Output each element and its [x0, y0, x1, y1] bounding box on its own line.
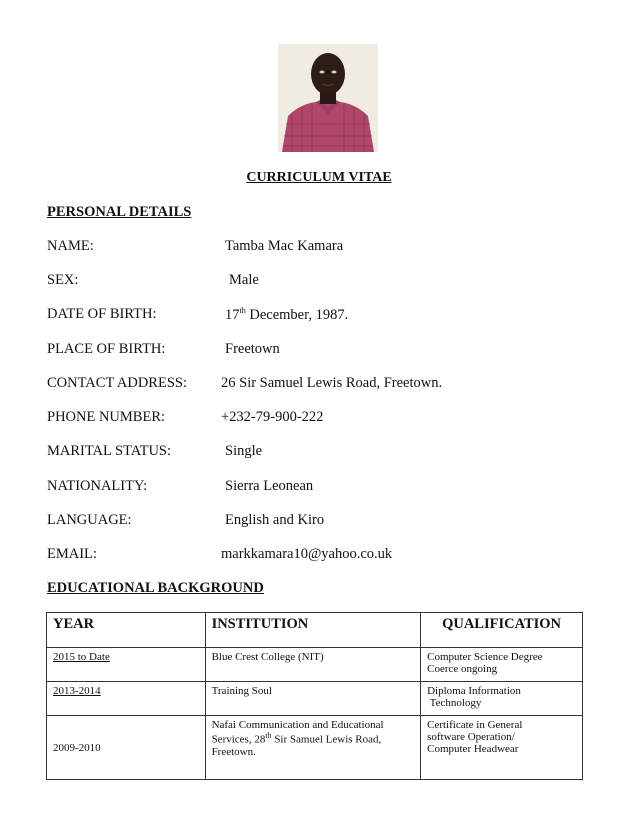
profile-photo — [278, 44, 378, 152]
field-value: +232-79-900-222 — [221, 409, 324, 425]
field-value: markkamara10@yahoo.co.uk — [221, 546, 393, 562]
year-text: 2015 to Date — [53, 651, 110, 663]
person-portrait-icon — [278, 44, 378, 152]
field-value: Tamba Mac Kamara — [225, 238, 344, 254]
qual-line: Computer Headwear — [427, 743, 519, 755]
inst-line: Freetown. — [211, 745, 256, 758]
cell-year — [47, 648, 206, 682]
field-label: SEX: — [47, 272, 79, 288]
qual-line: Computer Science Degree — [427, 651, 543, 663]
field-value: English and Kiro — [225, 512, 325, 528]
column-header-institution: INSTITUTION — [205, 613, 421, 648]
qual-line: software Operation/ — [427, 731, 515, 743]
field-label: LANGUAGE: — [47, 512, 132, 528]
dob-rest: December, 1987. — [245, 306, 349, 323]
year-text: 2013-2014 — [53, 685, 101, 697]
field-value: Sierra Leonean — [225, 478, 314, 494]
dob-suffix: th — [239, 306, 246, 315]
cell-year — [47, 682, 206, 716]
cell-qualification — [421, 682, 583, 716]
section-title-education: EDUCATIONAL BACKGROUND — [47, 580, 264, 596]
cell-qualification — [421, 648, 583, 682]
inst-sup: th — [265, 731, 272, 740]
inst-line: Sir Samuel Lewis Road, — [271, 733, 382, 746]
table-row — [47, 682, 583, 716]
cell-qualification — [421, 716, 583, 780]
field-value — [225, 306, 348, 324]
education-table — [46, 612, 583, 780]
field-label: CONTACT ADDRESS: — [47, 375, 187, 391]
field-label: PHONE NUMBER: — [47, 409, 166, 425]
field-value: Freetown — [225, 341, 280, 357]
table-row — [47, 648, 583, 682]
field-label: MARITAL STATUS: — [47, 443, 172, 459]
field-label: EMAIL: — [47, 546, 97, 562]
page-title: CURRICULUM VITAE — [246, 170, 392, 185]
field-value: 26 Sir Samuel Lewis Road, Freetown. — [221, 375, 443, 391]
cell-institution — [205, 716, 421, 780]
qual-line: Coerce ongoing — [427, 663, 498, 675]
section-title-personal: PERSONAL DETAILS — [47, 204, 192, 220]
dob-day: 17 — [225, 306, 240, 323]
table-header-row — [47, 613, 583, 648]
table-row — [47, 716, 583, 780]
cell-year: 2009-2010 — [47, 716, 206, 780]
field-label: NATIONALITY: — [47, 478, 148, 494]
qual-line: Diploma Information — [427, 685, 521, 697]
cell-institution: Blue Crest College (NIT) — [205, 648, 421, 682]
inst-line: Services, 28 — [211, 733, 266, 746]
field-label: DATE OF BIRTH: — [47, 306, 157, 322]
column-header-qualification: QUALIFICATION — [421, 613, 583, 648]
qual-line: Certificate in General — [427, 719, 523, 731]
inst-line: Nafai Communication and Educational — [211, 719, 384, 731]
qual-line: Technology — [427, 697, 482, 709]
field-value: Single — [225, 443, 263, 459]
column-header-year: YEAR — [47, 613, 206, 648]
field-label: NAME: — [47, 238, 94, 254]
cell-institution: Training Soul — [205, 682, 421, 716]
field-value: Male — [229, 272, 259, 288]
field-label: PLACE OF BIRTH: — [47, 341, 166, 357]
